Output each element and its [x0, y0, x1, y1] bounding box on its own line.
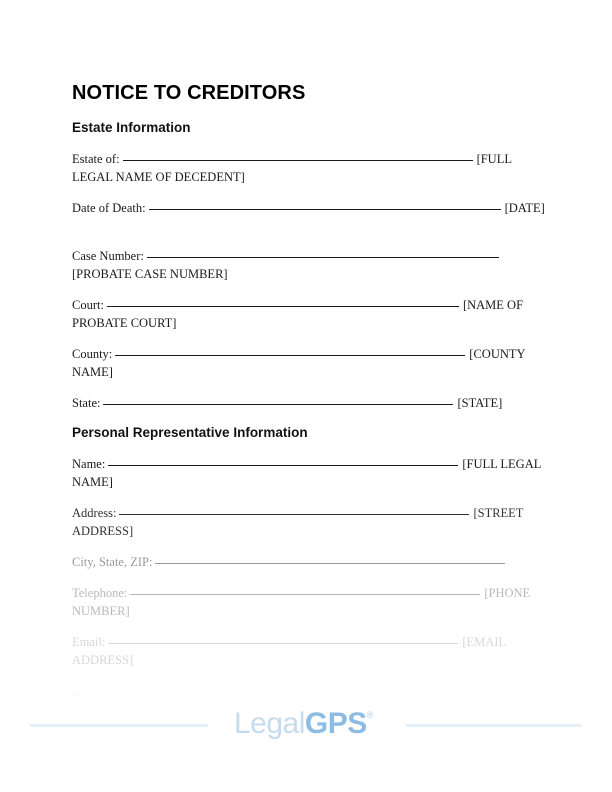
field-case-number: [72, 247, 552, 283]
fill-in-line[interactable]: [147, 256, 499, 258]
fill-in-line[interactable]: [130, 593, 480, 595]
field-address: [72, 504, 552, 540]
field-label: Estate of:: [72, 152, 120, 166]
field-name: [72, 455, 552, 491]
field-label: Name:: [72, 457, 106, 471]
field-label: Date of Death:: [72, 201, 146, 215]
fill-in-line[interactable]: [107, 305, 459, 307]
field-telephone: [72, 584, 552, 620]
field-placeholder: [FULL LEGAL NAME OF DECEDENT]: [72, 152, 512, 184]
fill-in-line[interactable]: [123, 159, 473, 161]
field-court: [72, 296, 552, 332]
field-placeholder: [STREET ADDRESS]: [72, 506, 524, 538]
field-placeholder: [PHONE NUMBER]: [72, 586, 531, 618]
field-placeholder: [FULL LEGAL NAME]: [72, 457, 541, 489]
fill-in-line[interactable]: [103, 403, 453, 405]
field-label: Court:: [72, 298, 104, 312]
field-email: [72, 633, 552, 669]
field-label: Telephone:: [72, 586, 128, 600]
fill-in-line[interactable]: [115, 354, 465, 356]
field-city-state-zip: [72, 553, 552, 571]
field-label: State:: [72, 396, 101, 410]
logo-text-legal: Legal: [234, 707, 305, 740]
fill-in-line[interactable]: [119, 513, 469, 515]
field-label: Case Number:: [72, 249, 144, 263]
field-label: City, State, ZIP:: [72, 555, 153, 569]
field-label: County:: [72, 347, 113, 361]
field-state: [72, 394, 552, 412]
footer-rule-right: [406, 724, 581, 727]
document-title: NOTICE TO CREDITORS: [72, 82, 306, 104]
legalgps-logo: [234, 707, 373, 741]
section-heading-estate: Estate Information: [72, 120, 191, 135]
fill-in-line[interactable]: [149, 208, 501, 210]
fill-in-line[interactable]: [155, 562, 505, 564]
field-label: Address:: [72, 506, 117, 520]
registered-mark-icon: ®: [366, 710, 373, 720]
field-date-of-death: [72, 199, 552, 217]
field-placeholder: [DATE]: [504, 201, 545, 215]
field-label: Email:: [72, 635, 106, 649]
footer-rule-left: [30, 724, 208, 727]
field-placeholder: [STATE]: [457, 396, 503, 410]
field-placeholder: [EMAIL ADDRESS]: [72, 635, 506, 667]
faded-text-line: ...: [72, 684, 82, 698]
field-estate-of: [72, 150, 552, 186]
field-placeholder: [PROBATE CASE NUMBER]: [72, 267, 228, 281]
field-placeholder: [NAME OF PROBATE COURT]: [72, 298, 524, 330]
logo-text-gps: GPS: [304, 707, 367, 740]
field-placeholder: [COUNTY NAME]: [72, 347, 526, 379]
field-county: [72, 345, 552, 381]
fill-in-line[interactable]: [108, 464, 458, 466]
section-heading-personal-representative: Personal Representative Information: [72, 425, 308, 440]
fill-in-line[interactable]: [108, 642, 458, 644]
